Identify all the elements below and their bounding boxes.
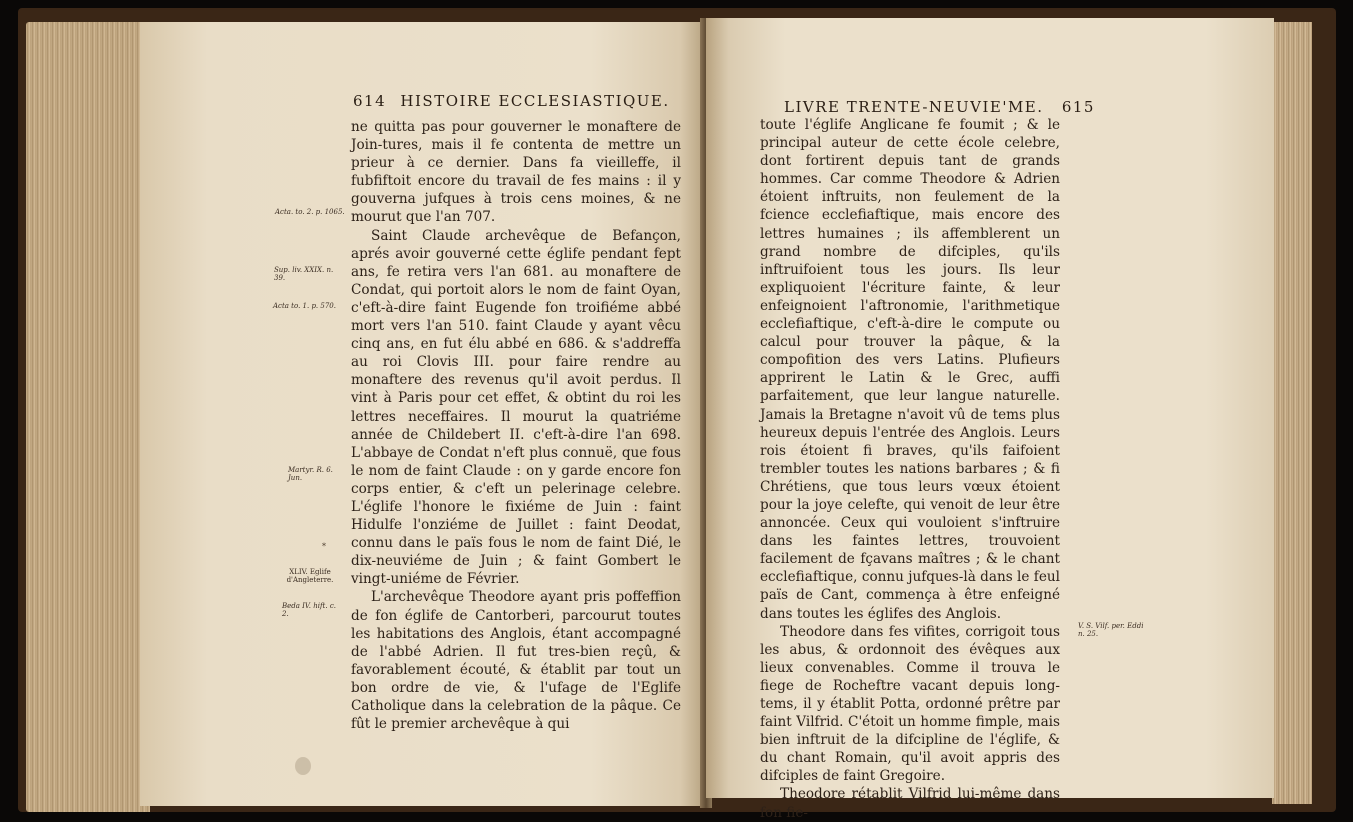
right-page-number: 615	[1061, 98, 1095, 116]
margin-note-section-xliv: XLIV. Eglife d'Angleterre.	[286, 568, 334, 584]
right-paragraph-2: Theodore dans fes vifites, corrigoit tous les abus, & ordonnoit des évêques aux lieux convenables. Comme il trouva le fiege de Rocheftre vacant depuis long-tems, il y établit Potta, ordonné prêtre par faint Vilfrid. C'étoit un homme fimple, mais bien inftruit de la difcipline de l'églife, & du chant Romain, qu'il avoit appris des difciples de faint Gregoire.	[760, 623, 1060, 785]
right-paragraph-3: Theodore rétablit Vilfrid lui-même dans fon fie-	[760, 786, 1060, 821]
left-paragraph-2: Saint Claude archevêque de Befançon, aprés avoir gouverné cette églife pendant fept ans, fe retira vers l'an 681. au monaftere de Condat, qui portoit alors le nom de faint Oyan, c'eft-à-dire faint Eugende fon troifiéme abbé mort vers l'an 510. faint Claude y ayant vêcu cinq ans, en fut élu abbé en 686. & s'addreffa au roi Clovis III. pour faire rendre au monaftere des revenus qu'il avoit perdus. Il vint à Paris pour cet effet, & obtint du roi les lettres neceffaires. Il mourut la quatriéme année de Childebert II. c'eft-à-dire l'an 698. L'abbaye de Condat n'eft plus connuë, que fous le nom de faint Claude : on y garde encore fon corps entier, & c'eft un pelerinage celebre. L'églife l'honore le fixiéme de Juin : faint Hidulfe l'onziéme de Juillet : faint Deodat, connu dans le païs fous le nom de faint Dié, le dix-neuviéme de Juin ; & faint Gombert le vingt-uniéme de Février.	[351, 227, 681, 588]
left-body-text	[351, 118, 681, 733]
right-running-head	[784, 98, 1095, 116]
left-running-title: HISTOIRE ECCLESIASTIQUE.	[400, 92, 670, 110]
right-page	[706, 18, 1274, 821]
margin-note-sup-liv: Sup. liv. XXIX. n. 39.	[274, 266, 334, 282]
right-page-edges	[1272, 22, 1312, 804]
right-body-text	[760, 116, 1060, 822]
margin-note-acta-570: Acta to. 1. p. 570.	[273, 302, 336, 310]
left-page	[140, 22, 703, 806]
left-paragraph-3: L'archevêque Theodore ayant pris poffeffion de fon églife de Cantorberi, parcourut toutes les habitations des Anglois, étant accompagné de l'abbé Adrien. Il fut tres-bien reçû, & favorablement écouté, & établit par tout un bon ordre de vie, & l'ufage de l'Eglife Catholique dans la celebration de la pâque. Ce fût le premier archevêque à qui	[351, 589, 681, 733]
margin-note-acta-1065: Acta. to. 2. p. 1065.	[275, 208, 345, 216]
left-page-number: 614	[353, 92, 387, 110]
paper-stain	[295, 757, 311, 775]
left-page-edges	[26, 22, 150, 812]
margin-note-martyr: Martyr. R. 6. Jun.	[288, 466, 333, 482]
margin-note-beda: Beda IV. hift. c. 2.	[282, 602, 336, 618]
margin-asterisk: *	[322, 542, 326, 551]
margin-note-vilf: V. S. Vilf. per. Eddi n. 25.	[1078, 622, 1144, 638]
right-paragraph-1: toute l'églife Anglicane fe foumit ; & le principal auteur de cette école celebre, dont fortirent depuis tant de grands hommes. Car comme Theodore & Adrien étoient inftruits, non feulement de la fcience ecclefiaftique, mais encore des lettres humaines ; ils affemblerent un grand nombre de difciples, qu'ils inftruifoient tous les jours. Ils leur expliquoient l'écriture fainte, & leur enfeignoient l'aftronomie, l'arithmetique ecclefiaftique, c'eft-à-dire le compute ou calcul pour trouver la pâque, & la compofition des vers Latins. Plufieurs apprirent le Latin & le Grec, auffi parfaitement, que leur langue naturelle. Jamais la Bretagne n'avoit vû de tems plus heureux depuis l'entrée des Anglois. Leurs rois étoient fi braves, qu'ils faifoient trembler toutes les nations barbares ; & fi Chrétiens, que tous leurs vœux étoient pour la joye celefte, qui venoit de leur être annoncée. Ceux qui vouloient s'inftruire dans les faintes lettres, trouvoient facilement de fçavans maîtres ; & le chant ecclefiaftique, connu jufques-là dans le feul païs de Cant, commença à être enfeigné dans toutes les églifes des Anglois.	[760, 117, 1060, 622]
left-paragraph-1: ne quitta pas pour gouverner le monaftere de Join-tures, mais il fe contenta de mettre un prieur à ce dernier. Dans fa vieilleffe, il fubfiftoit encore du travail de fes mains : il y gouverna jufques à trois cens moines, & ne mourut que l'an 707.	[351, 119, 681, 226]
right-running-title: LIVRE TRENTE-NEUVIE'ME.	[784, 98, 1044, 116]
left-running-head	[353, 92, 670, 110]
